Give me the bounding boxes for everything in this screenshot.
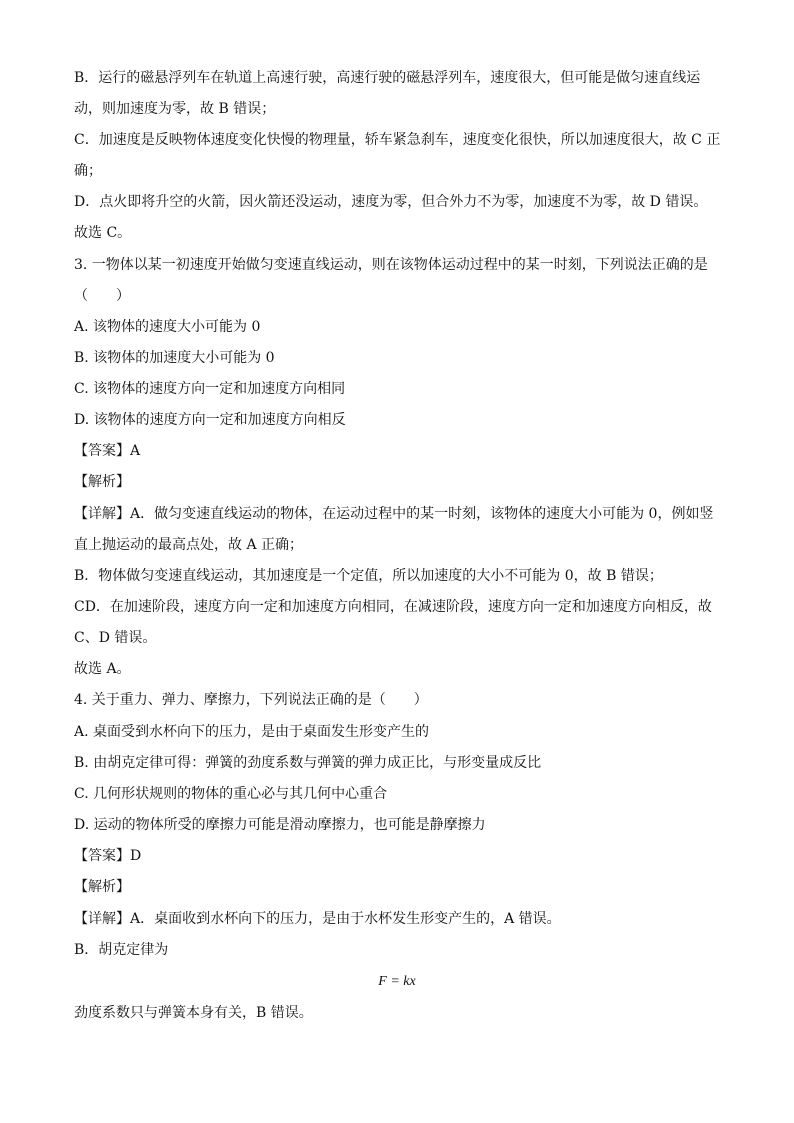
question-3-stem: 3. 一物体以某一初速度开始做匀变速直线运动，则在该物体运动过程中的某一时刻，下列说法正确的是 xyxy=(74,257,708,273)
text-line: 确； xyxy=(74,163,102,179)
option-a: A. 桌面受到水杯向下的压力，是由于桌面发生形变产生的 xyxy=(74,724,430,740)
text-line: 【详解】A．桌面收到水杯向下的压力，是由于水杯发生形变产生的，A 错误。 xyxy=(74,911,561,927)
text-line: CD．在加速阶段，速度方向一定和加速度方向相同，在减速阶段，速度方向一定和加速度方向相反，故 xyxy=(74,599,712,615)
text-line: B．胡克定律为 xyxy=(74,942,169,958)
option-d: D. 运动的物体所受的摩擦力可能是滑动摩擦力，也可能是静摩擦力 xyxy=(74,817,486,833)
option-c: C. 该物体的速度方向一定和加速度方向相同 xyxy=(74,381,346,397)
text-line: C、D 错误。 xyxy=(74,630,157,646)
analysis-label: 【解析】 xyxy=(74,879,130,895)
option-b: B. 由胡克定律可得：弹簧的劲度系数与弹簧的弹力成正比，与形变量成反比 xyxy=(74,755,542,771)
hooke-law-formula: F = kx xyxy=(378,974,416,989)
answer-label: 【答案】D xyxy=(74,848,142,864)
text-line: 故选 C。 xyxy=(74,225,132,241)
text-line: 劲度系数只与弹簧本身有关，B 错误。 xyxy=(74,1005,313,1021)
question-4-stem: 4. 关于重力、弹力、摩擦力，下列说法正确的是（ ） xyxy=(74,692,428,708)
option-c: C. 几何形状规则的物体的重心必与其几何中心重合 xyxy=(74,786,388,802)
text-line: 动，则加速度为零，故 B 错误； xyxy=(74,101,276,117)
text-line: B．运行的磁悬浮列车在轨道上高速行驶，高速行驶的磁悬浮列车，速度很大，但可能是做匀速直线运 xyxy=(74,70,701,86)
text-line: C．加速度是反映物体速度变化快慢的物理量，轿车紧急刹车，速度变化很快，所以加速度很大，故 C 正 xyxy=(74,132,721,148)
text-line: D．点火即将升空的火箭，因火箭还没运动，速度为零，但合外力不为零，加速度不为零，故 D 错误。 xyxy=(74,194,708,210)
option-a: A. 该物体的速度大小可能为 0 xyxy=(74,319,261,335)
text-line: 故选 A。 xyxy=(74,661,131,677)
option-b: B. 该物体的加速度大小可能为 0 xyxy=(74,350,275,366)
option-d: D. 该物体的速度方向一定和加速度方向相反 xyxy=(74,412,346,428)
answer-blank: （ ） xyxy=(74,288,130,304)
text-line: 直上抛运动的最高点处，故 A 正确； xyxy=(74,537,304,553)
answer-label: 【答案】A xyxy=(74,443,141,459)
analysis-label: 【解析】 xyxy=(74,474,130,490)
text-line: 【详解】A．做匀变速直线运动的物体，在运动过程中的某一时刻，该物体的速度大小可能为 0，例如竖 xyxy=(74,506,714,522)
text-line: B．物体做匀变速直线运动，其加速度是一个定值，所以加速度的大小不可能为 0，故 B 错误； xyxy=(74,568,663,584)
